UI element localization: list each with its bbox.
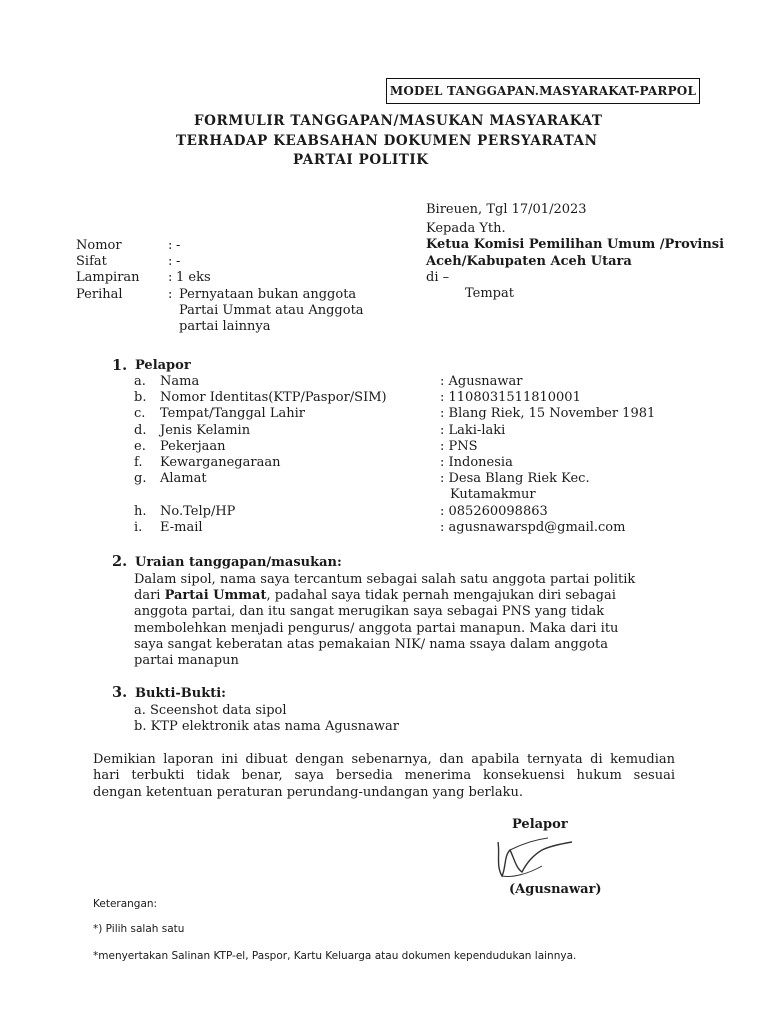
field-letter: d. xyxy=(134,423,147,438)
meta-sep: : xyxy=(168,270,173,285)
field-label-telp: No.Telp/HP xyxy=(160,504,236,519)
field-letter: b. xyxy=(134,390,147,405)
meta-label-sifat: Sifat xyxy=(76,254,107,269)
field-label-jenis-kelamin: Jenis Kelamin xyxy=(160,423,251,438)
meta-label-lampiran: Lampiran xyxy=(76,270,140,285)
field-label-ttl: Tempat/Tanggal Lahir xyxy=(160,406,305,421)
meta-sep: : xyxy=(168,238,173,253)
closing-line-3: dengan ketentuan peraturan perundang-undangan yang berlaku. xyxy=(93,785,524,800)
section2-line-5: saya sangat keberatan atas pemakaian NIK/ nama ssaya dalam anggota xyxy=(134,637,608,652)
notes-line-1: *) Pilih salah satu xyxy=(93,923,185,935)
section2-line-2-pre: dari xyxy=(134,588,165,603)
recipient-place: Tempat xyxy=(465,286,514,301)
section2-line-2-post: , padahal saya tidak pernah mengajukan diri sebagai xyxy=(266,588,616,603)
field-label-pekerjaan: Pekerjaan xyxy=(160,439,226,454)
section1-heading: Pelapor xyxy=(135,358,191,373)
field-letter: c. xyxy=(134,406,146,421)
evidence-item-a: a. Sceenshot data sipol xyxy=(134,703,287,718)
meta-label-perihal: Perihal xyxy=(76,287,123,302)
field-label-nama: Nama xyxy=(160,374,200,389)
section2-heading: Uraian tanggapan/masukan: xyxy=(135,555,342,570)
field-value-telp: : 085260098863 xyxy=(440,504,548,519)
field-label-nomor-identitas: Nomor Identitas(KTP/Paspor/SIM) xyxy=(160,390,387,405)
field-value-jenis-kelamin: : Laki-laki xyxy=(440,423,506,438)
meta-value-perihal-1: Pernyataan bukan anggota xyxy=(179,287,357,302)
model-label: MODEL TANGGAPAN.MASYARAKAT-PARPOL xyxy=(389,84,697,98)
meta-value-perihal-2: Partai Ummat atau Anggota xyxy=(179,303,364,318)
field-letter: e. xyxy=(134,439,146,454)
signature-role: Pelapor xyxy=(512,817,568,832)
field-label-email: E-mail xyxy=(160,520,203,535)
field-label-alamat: Alamat xyxy=(160,471,207,486)
recipient-line-1: Ketua Komisi Pemilihan Umum /Provinsi xyxy=(426,237,725,252)
field-value-alamat: : Desa Blang Riek Kec. xyxy=(440,471,590,486)
place-date: Bireuen, Tgl 17/01/2023 xyxy=(426,202,587,217)
section2-line-6: partai manapun xyxy=(134,653,239,668)
meta-sep: : xyxy=(168,254,173,269)
meta-value-nomor: - xyxy=(176,238,181,253)
section2-line-4: membolehkan menjadi pengurus/ anggota partai manapun. Maka dari itu xyxy=(134,621,619,636)
recipient-di: di – xyxy=(426,270,450,285)
recipient-line-2: Aceh/Kabupaten Aceh Utara xyxy=(426,254,632,269)
title-line-1: FORMULIR TANGGAPAN/MASUKAN MASYARAKAT xyxy=(194,113,603,129)
recipient-to: Kepada Yth. xyxy=(426,221,506,236)
signature-name: (Agusnawar) xyxy=(509,882,602,897)
notes-line-2: *menyertakan Salinan KTP-el, Paspor, Kartu Keluarga atau dokumen kependudukan lainnya. xyxy=(93,950,577,962)
field-letter: i. xyxy=(134,520,143,535)
closing-line-1: Demikian laporan ini dibuat dengan sebenarnya, dan apabila ternyata di kemudian xyxy=(93,752,675,767)
section2-number: 2. xyxy=(112,553,128,570)
field-value-alamat-2: Kutamakmur xyxy=(450,487,536,502)
section3-heading: Bukti-Bukti: xyxy=(135,686,226,701)
closing-line-2: hari terbukti tidak benar, saya bersedia menerima konsekuensi hukum sesuai xyxy=(93,768,675,783)
section1-number: 1. xyxy=(112,357,128,374)
section3-number: 3. xyxy=(112,684,128,701)
meta-value-sifat: - xyxy=(176,254,181,269)
title-line-2: TERHADAP KEABSAHAN DOKUMEN PERSYARATAN xyxy=(176,133,598,149)
title-line-3: PARTAI POLITIK xyxy=(293,152,429,168)
meta-value-lampiran: 1 eks xyxy=(176,270,211,285)
field-value-kewarganegaraan: : Indonesia xyxy=(440,455,513,470)
field-letter: h. xyxy=(134,504,147,519)
field-letter: f. xyxy=(134,455,143,470)
evidence-item-b: b. KTP elektronik atas nama Agusnawar xyxy=(134,719,399,734)
meta-label-nomor: Nomor xyxy=(76,238,122,253)
meta-value-perihal-3: partai lainnya xyxy=(179,319,271,334)
partai-ummat-bold: Partai Ummat xyxy=(164,588,267,603)
field-value-nama: : Agusnawar xyxy=(440,374,523,389)
section2-line-3: anggota partai, dan itu sangat merugikan saya sebagai PNS yang tidak xyxy=(134,604,605,619)
section2-line-2 xyxy=(134,587,616,604)
field-label-kewarganegaraan: Kewarganegaraan xyxy=(160,455,281,470)
field-value-nomor-identitas: : 1108031511810001 xyxy=(440,390,581,405)
model-label-box xyxy=(386,78,700,104)
field-value-email: : agusnawarspd@gmail.com xyxy=(440,520,626,535)
field-value-ttl: : Blang Riek, 15 November 1981 xyxy=(440,406,656,421)
notes-heading: Keterangan: xyxy=(93,898,158,910)
section2-line-1: Dalam sipol, nama saya tercantum sebagai salah satu anggota partai politik xyxy=(134,572,636,587)
meta-sep: : xyxy=(168,287,173,302)
field-letter: g. xyxy=(134,471,147,486)
signature-scribble xyxy=(488,832,578,884)
field-letter: a. xyxy=(134,374,146,389)
field-value-pekerjaan: : PNS xyxy=(440,439,478,454)
